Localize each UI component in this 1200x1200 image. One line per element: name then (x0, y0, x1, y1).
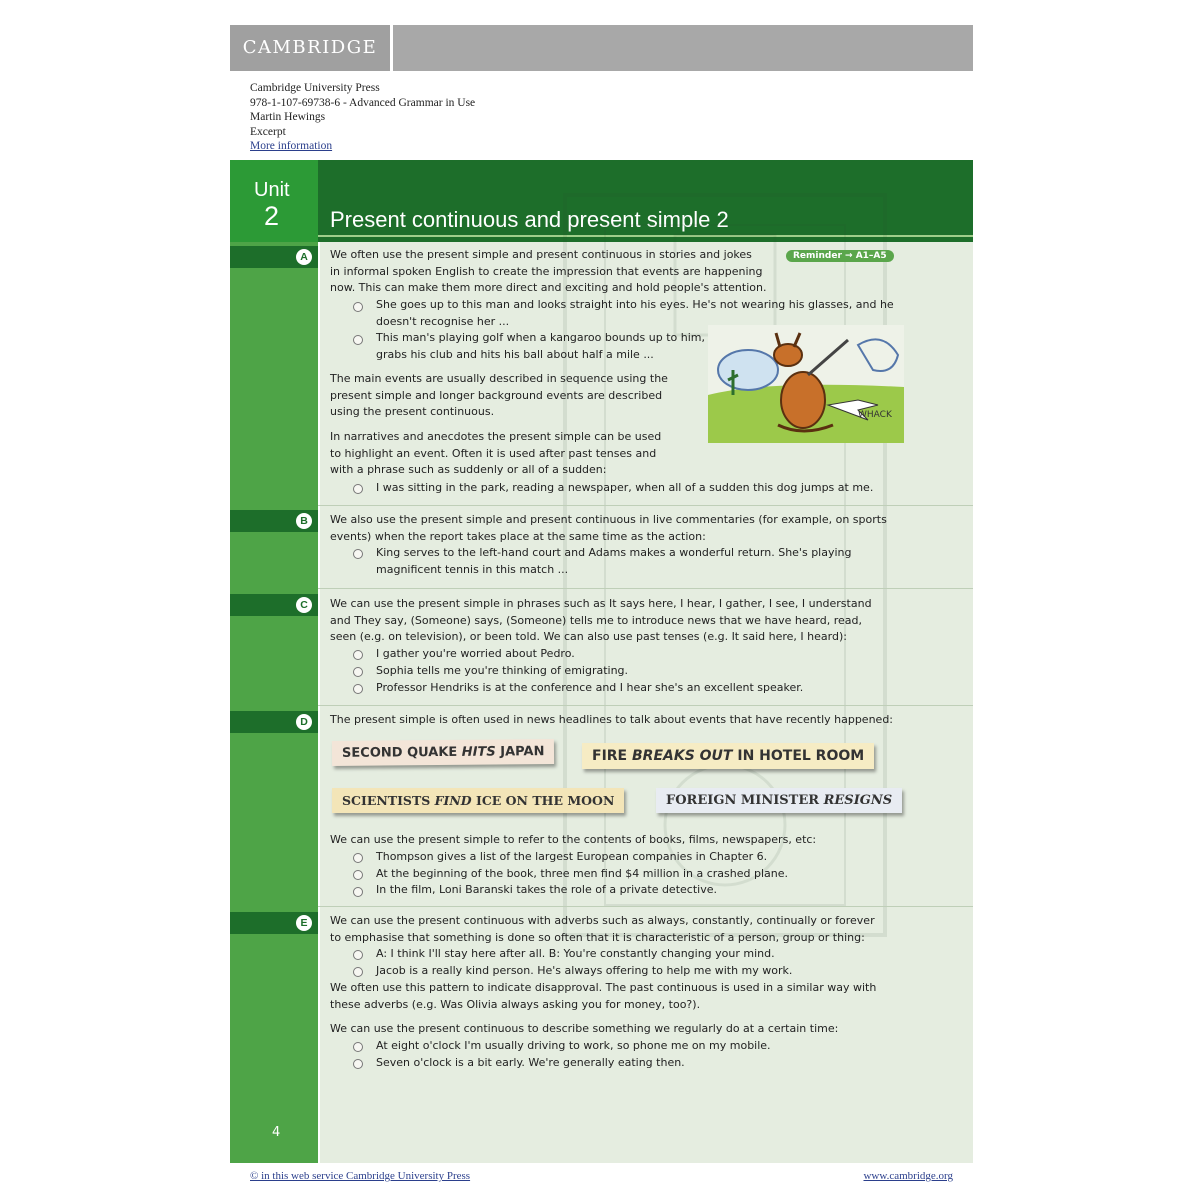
section-e-example-2: Jacob is a really kind person. He's always offering to help me with my work. (376, 964, 793, 977)
section-a-example-2 (376, 330, 705, 363)
headline-text: ICE ON THE MOON (471, 793, 615, 808)
section-letter-a: A (296, 249, 312, 265)
text-line: now. This can make them more direct and exciting and hold people's attention. (330, 281, 767, 294)
section-letter-b: B (296, 513, 312, 529)
text-line: these adverbs (e.g. Was Olivia always asking you for money, too?). (330, 997, 701, 1011)
section-d-example-3: In the film, Loni Baranski takes the role of a private detective. (376, 883, 717, 896)
example-bullet-icon (353, 950, 363, 960)
unit-label: Unit (254, 179, 290, 201)
section-tab-d (230, 711, 318, 733)
text-line: present simple and longer background events are described (330, 388, 663, 402)
example-bullet-icon (353, 484, 363, 494)
section-divider (318, 505, 973, 506)
text-line: This man's playing golf when a kangaroo bounds up to him, (376, 331, 705, 344)
text-line: grabs his club and hits his ball about half a mile ... (376, 347, 654, 361)
text-line: using the present continuous. (330, 405, 495, 418)
section-c-example-3: Professor Hendriks is at the conference and I hear she's an excellent speaker. (376, 681, 804, 694)
example-bullet-icon (353, 1059, 363, 1069)
section-tab-e (230, 912, 318, 934)
section-tab-b (230, 510, 318, 532)
text-line: and They say, (Someone) says, (Someone) tells me to introduce news that we have heard, read, (330, 613, 862, 627)
headline-minister (656, 788, 902, 813)
text-line: King serves to the left-hand court and Adams makes a wonderful return. She's playing (376, 546, 852, 559)
excerpt-label: Excerpt (250, 125, 286, 138)
section-e-example-1: A: I think I'll stay here after all. B: You're constantly changing your mind. (376, 947, 775, 960)
section-d-example-2: At the beginning of the book, three men find $4 million in a crashed plane. (376, 867, 788, 880)
section-letter-d: D (296, 714, 312, 730)
section-divider (318, 588, 973, 589)
text-line: We often use the present simple and present continuous in stories and jokes (330, 248, 752, 261)
text-line: seen (e.g. on television), or been told. We can also use past tenses (e.g. It said here, I heard): (330, 630, 847, 643)
sidebar (230, 242, 318, 1163)
cambridge-website-link[interactable]: www.cambridge.org (863, 1170, 953, 1182)
headline-scientists (332, 788, 624, 813)
example-bullet-icon (353, 302, 363, 312)
section-tab-a (230, 246, 318, 268)
reminder-badge: Reminder → A1–A5 (786, 250, 894, 262)
cambridge-logo: CAMBRIDGE (230, 25, 393, 71)
section-b-example-1 (376, 545, 852, 578)
section-a-paragraph-1 (330, 247, 766, 297)
section-a-paragraph-2 (330, 371, 668, 421)
section-letter-e: E (296, 915, 312, 931)
example-bullet-icon (353, 967, 363, 977)
text-line: We can use the present continuous with adverbs such as always, constantly, continually or forever (330, 914, 875, 927)
text-line: In narratives and anecdotes the present simple can be used (330, 430, 662, 443)
unit-number: 2 (264, 201, 280, 231)
example-bullet-icon (353, 1042, 363, 1052)
section-c-paragraph-1 (330, 596, 872, 646)
section-c-example-2: Sophia tells me you're thinking of emigrating. (376, 664, 629, 677)
isbn-title: 978-1-107-69738-6 - Advanced Grammar in Use (250, 96, 476, 109)
section-tab-c (230, 594, 318, 616)
headline-text: SCIENTISTS (342, 793, 435, 808)
kangaroo-golf-cartoon-icon (708, 325, 904, 443)
headline-text: FOREIGN MINISTER (666, 793, 824, 808)
example-bullet-icon (353, 684, 363, 694)
author: Martin Hewings (250, 111, 326, 123)
section-e-example-3: At eight o'clock I'm usually driving to work, so phone me on my mobile. (376, 1039, 771, 1052)
section-d-paragraph-1: The present simple is often used in news headlines to talk about events that have recently happened: (330, 713, 894, 726)
headline-text: JAPAN (495, 744, 545, 760)
section-d-example-1: Thompson gives a list of the largest European companies in Chapter 6. (376, 850, 768, 863)
headline-fire (582, 743, 874, 769)
section-a-paragraph-3 (330, 429, 661, 479)
headline-verb: BREAKS OUT (632, 748, 733, 764)
section-a-example-3: I was sitting in the park, reading a newspaper, when all of a sudden this dog jumps at me. (376, 481, 874, 494)
text-line: We often use this pattern to indicate disapproval. The past continuous is used in a similar way with (330, 981, 877, 994)
copyright-link[interactable]: © in this web service Cambridge University Press (250, 1170, 471, 1182)
text-line: The main events are usually described in sequence using the (330, 372, 668, 385)
text-line: magnificent tennis in this match ... (376, 562, 569, 576)
section-d-paragraph-2: We can use the present simple to refer to the contents of books, films, newspapers, etc: (330, 833, 817, 846)
headline-verb: HITS (461, 744, 496, 760)
headline-verb: FIND (434, 793, 472, 808)
section-b-paragraph-1 (330, 512, 887, 545)
example-bullet-icon (353, 650, 363, 660)
example-bullet-icon (353, 853, 363, 863)
section-divider (318, 705, 973, 706)
section-divider (318, 906, 973, 907)
text-line: to highlight an event. Often it is used after past tenses and (330, 446, 657, 460)
page (230, 25, 973, 1190)
headline-quake (332, 739, 555, 766)
example-bullet-icon (353, 870, 363, 880)
headline-verb: RESIGNS (823, 793, 893, 808)
headline-text: SECOND QUAKE (341, 744, 462, 761)
section-e-paragraph-3: We can use the present continuous to describe something we regularly do at a certain time: (330, 1022, 839, 1035)
text-line: with a phrase such as suddenly or all of a sudden: (330, 463, 607, 476)
headline-text: FIRE (592, 748, 632, 764)
example-bullet-icon (353, 335, 363, 345)
text-line: events) when the report takes place at the same time as the action: (330, 529, 706, 543)
section-e-paragraph-1 (330, 913, 875, 946)
section-c-example-1: I gather you're worried about Pedro. (376, 647, 575, 660)
page-number: 4 (272, 1125, 281, 1140)
text-line: doesn't recognise her ... (376, 314, 510, 328)
section-e-paragraph-2 (330, 980, 876, 1013)
section-e-example-4: Seven o'clock is a bit early. We're generally eating then. (376, 1056, 685, 1069)
book-metadata (250, 81, 475, 154)
text-line: We also use the present simple and present continuous in live commentaries (for example, on sports (330, 513, 887, 526)
svg-text:WHACK: WHACK (858, 410, 892, 420)
example-bullet-icon (353, 887, 363, 897)
headline-text: IN HOTEL ROOM (732, 748, 865, 764)
example-bullet-icon (353, 549, 363, 559)
text-line: to emphasise that something is done so often that it is characteristic of a person, group or thing: (330, 930, 865, 944)
publisher: Cambridge University Press (250, 82, 380, 94)
text-line: She goes up to this man and looks straight into his eyes. He's not wearing his glasses, and he (376, 298, 894, 311)
example-bullet-icon (353, 667, 363, 677)
section-letter-c: C (296, 597, 312, 613)
text-line: in informal spoken English to create the impression that events are happening (330, 264, 763, 278)
unit-title: Present continuous and present simple 2 (330, 207, 729, 232)
text-line: We can use the present simple in phrases such as It says here, I hear, I gather, I see, I understand (330, 597, 872, 610)
more-information-link[interactable]: More information (250, 140, 333, 152)
